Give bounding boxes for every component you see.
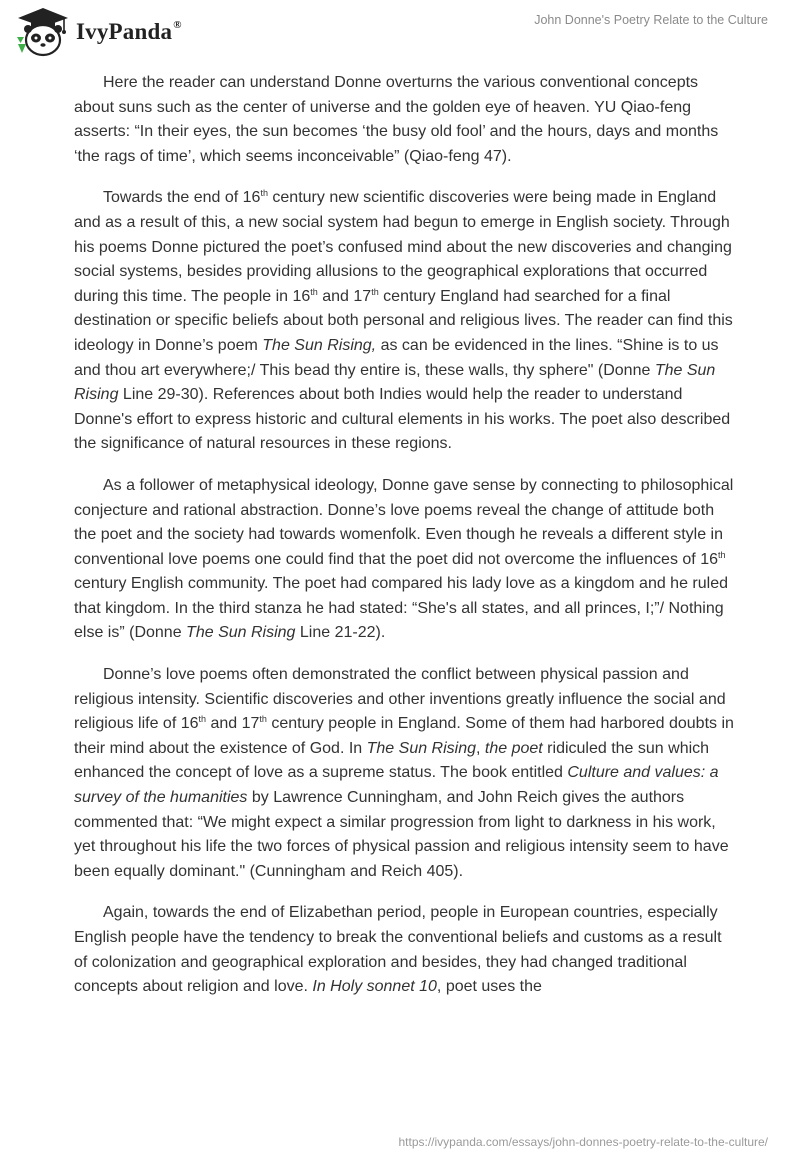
page-header	[0, 0, 800, 60]
ivypanda-logo[interactable]	[14, 6, 182, 58]
source-url[interactable]: https://ivypanda.com/essays/john-donnes-poetry-relate-to-the-culture/	[398, 1135, 768, 1149]
document-title: John Donne's Poetry Relate to the Culture	[534, 13, 768, 27]
registered-mark: ®	[173, 19, 182, 31]
paragraph-3: As a follower of metaphysical ideology, Donne gave sense by connecting to philosophical conjecture and rational abstraction. Donne’s love poems reveal the change of attitude both the poet and the society had towards womenfolk. Even though he reveals a different style in conventional love poems one could find that the poet did not overcome the influences of 16th century English community. The poet had compared his lady love as a kingdom and he ruled that kingdom. In the third stanza he had stated: “She's all states, and all princes, I;”/ Nothing else is” (Donne The Sun Rising Line 21-22).	[74, 476, 734, 642]
essay-body	[74, 71, 734, 1017]
brand-name: IvyPanda®	[76, 19, 182, 44]
paragraph-2: Towards the end of 16th century new scientific discoveries were being made in England and as a result of this, a new social system had begun to emerge in English society. Through his poems Donne pictured the poet’s confused mind about the new discoveries and changing social systems, besides providing allusions to the geographical explorations that occurred during this time. The people in 16th and 17th century England had searched for a final destination or specific beliefs about both personal and religious lives. The reader can find this ideology in Donne’s poem The Sun Rising, as can be evidenced in the lines. “Shine is to us and thou art everywhere;/ This bead thy entire is, these walls, thy sphere" (Donne The Sun Rising Line 29-30). References about both Indies would help the reader to understand Donne's effort to express historic and cultural elements in his works. The poet also described the significance of natural resources in these regions.	[74, 188, 733, 453]
panda-graduate-logo-icon	[14, 6, 72, 58]
paragraph-5: Again, towards the end of Elizabethan period, people in European countries, especially English people have the tendency to break the conventional beliefs and customs as a result of colonization and geographical exploration and besides, they had changed traditional concepts about religion and love. In Holy sonnet 10, poet uses the	[74, 904, 722, 996]
paragraph-4: Donne’s love poems often demonstrated the conflict between physical passion and religious intensity. Scientific discoveries and other inventions greatly influence the social and religious life of 16th and 17th century people in England. Some of them had harbored doubts in their mind about the existence of God. In The Sun Rising, the poet ridiculed the sun which enhanced the concept of love as a supreme status. The book entitled Culture and values: a survey of the humanities by Lawrence Cunningham, and John Reich gives the authors commented that: “We might expect a similar progression from light to darkness in his work, yet throughout his life the two forces of physical passion and religious intensity seem to have been equally dominant." (Cunningham and Reich 405).	[74, 666, 734, 880]
paragraph-1: Here the reader can understand Donne overturns the various conventional concepts about suns such as the center of universe and the golden eye of heaven. YU Qiao-feng asserts: “In their eyes, the sun becomes ‘the busy old fool’ and the hours, days and months ‘the rags of time’, which seems inconceivable” (Qiao-feng 47).	[74, 74, 719, 165]
